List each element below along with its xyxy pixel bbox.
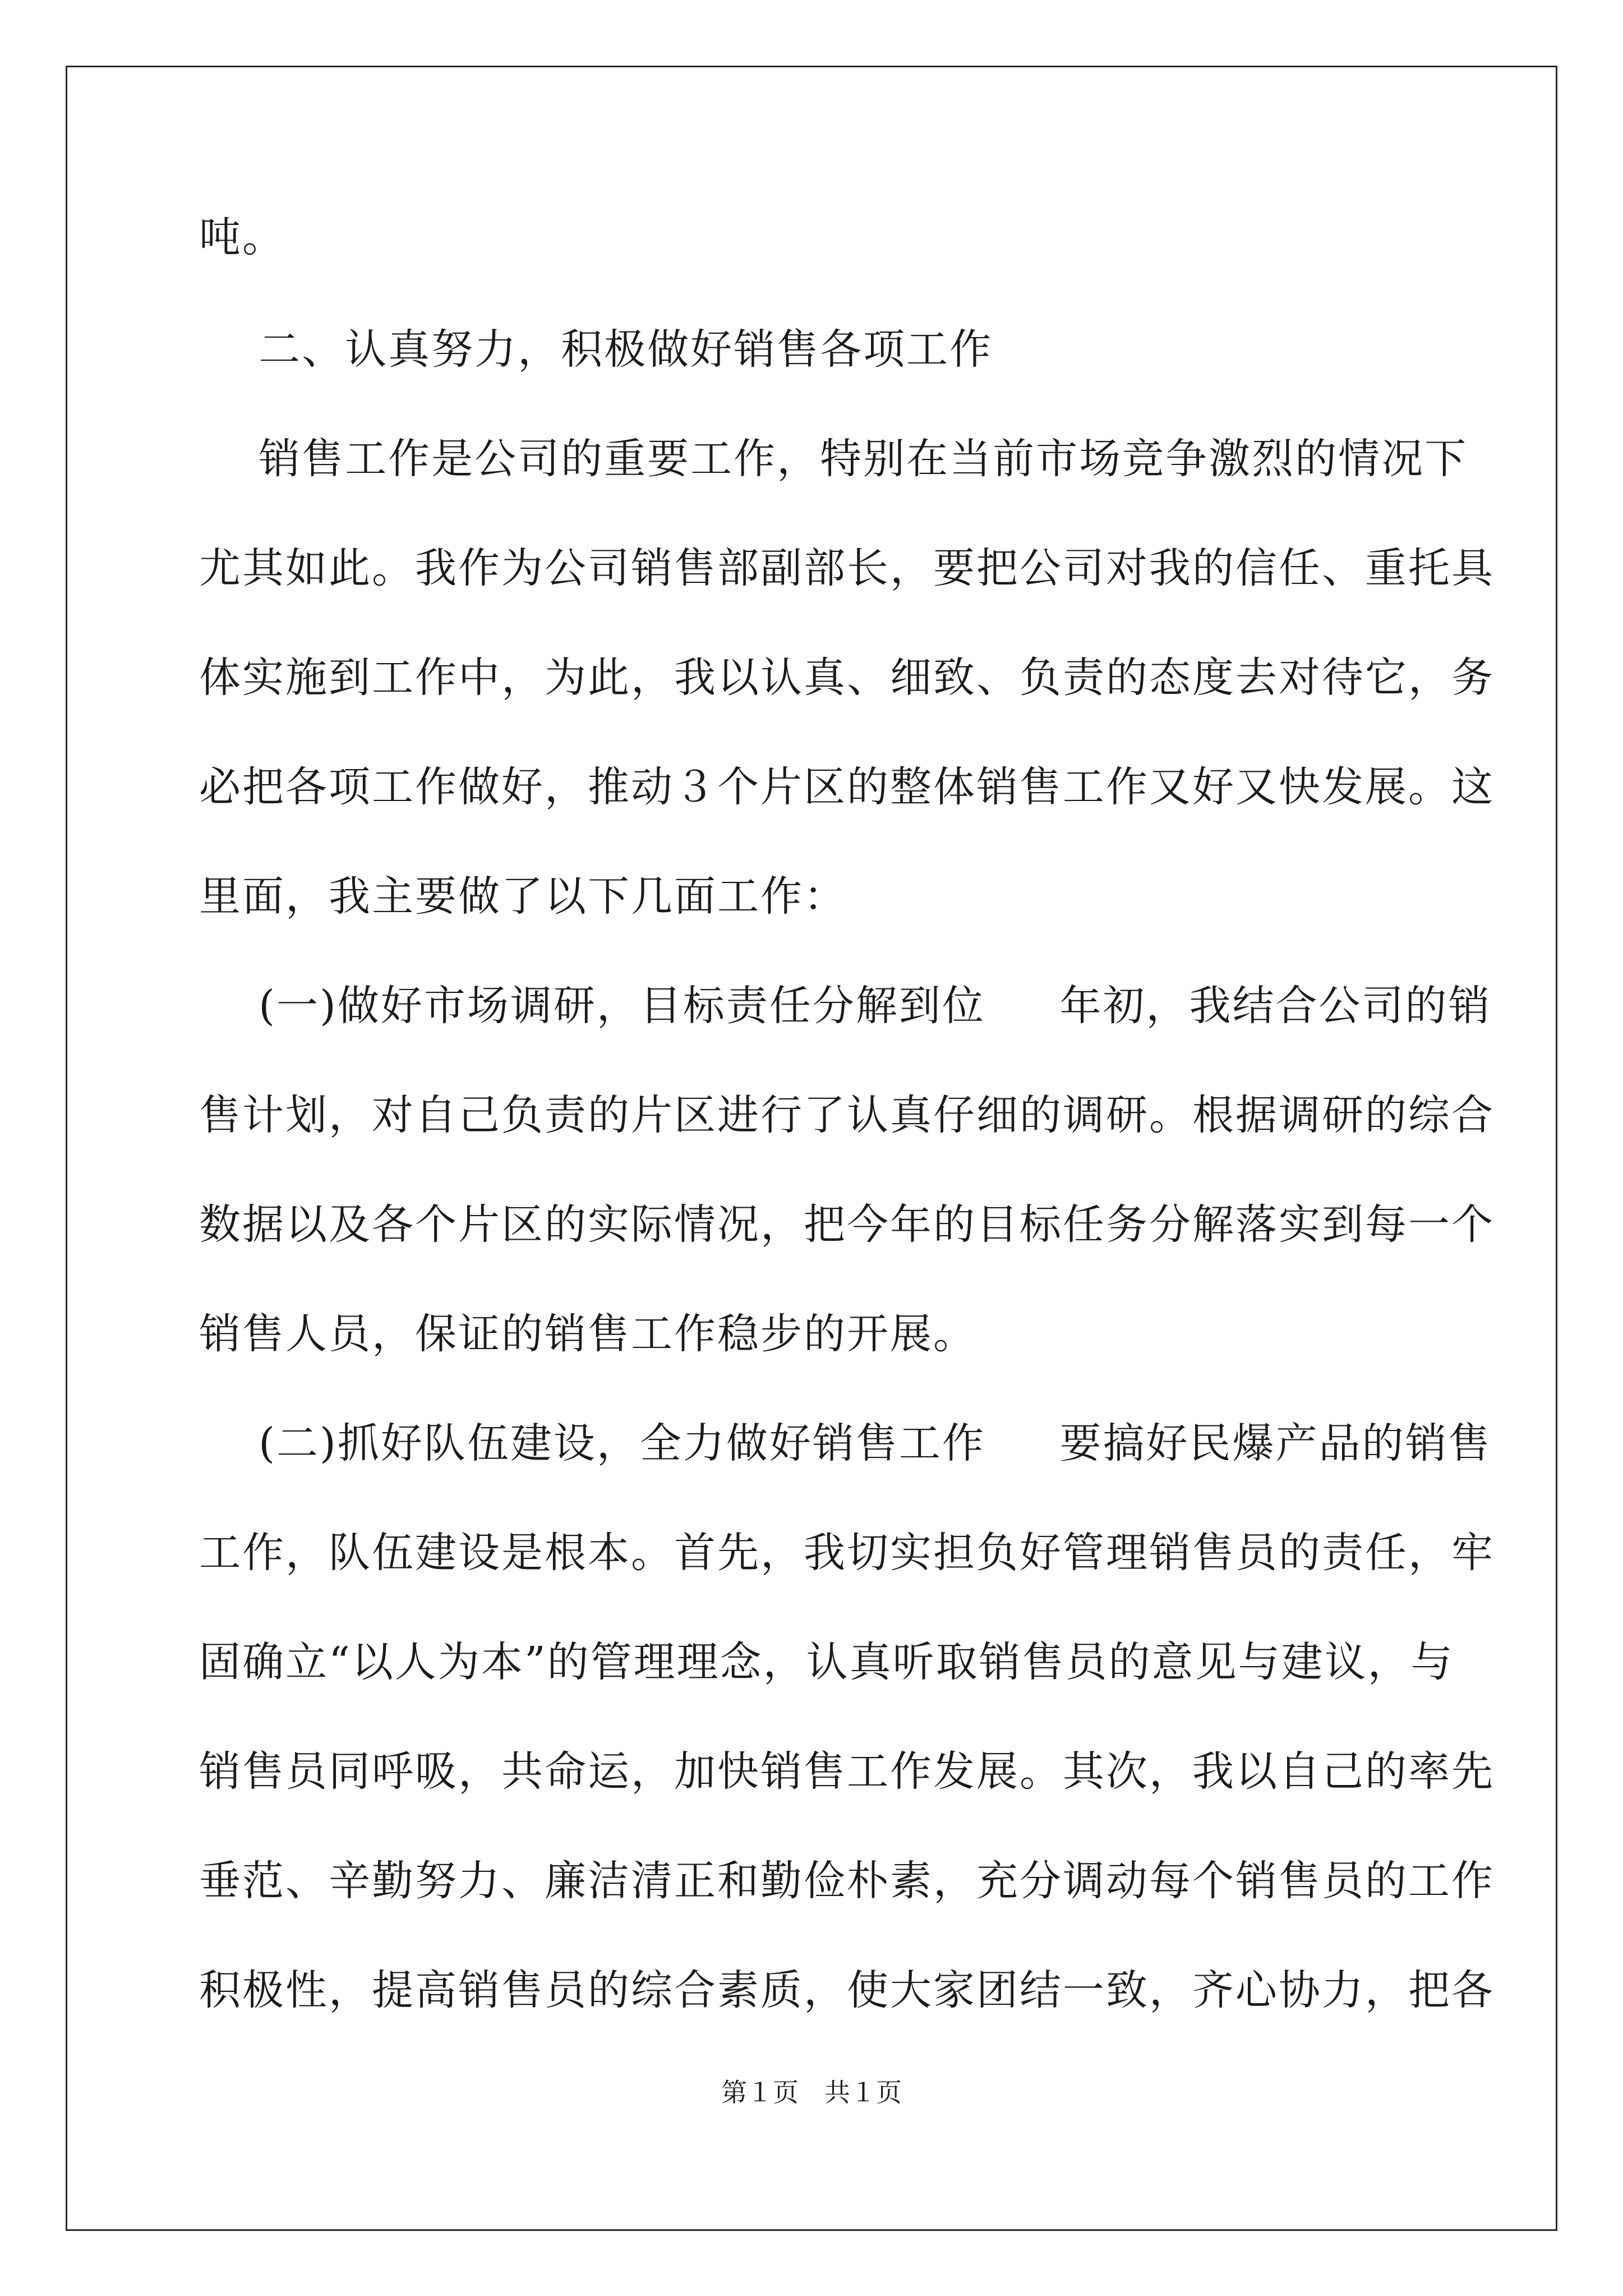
text-line: 体实施到工作中，为此，我以认真、细致、负责的态度去对待它，务 (199, 654, 1495, 702)
subsection-line: (二)抓好队伍建设，全力做好销售工作 要搞好民爆产品的销售 (199, 1419, 1492, 1467)
subsection-line: (一)做好市场调研，目标责任分解到位 年初，我结合公司的销 (199, 982, 1492, 1030)
text-line: 售计划，对自己负责的片区进行了认真仔细的调研。根据调研的综合 (199, 1091, 1495, 1139)
text-line: 销售工作是公司的重要工作，特别在当前市场竞争激烈的情况下 (199, 435, 1468, 483)
text-line: 必把各项工作做好，推动３个片区的整体销售工作又好又快发展。这 (199, 763, 1495, 811)
text-line: 销售人员，保证的销售工作稳步的开展。 (199, 1310, 976, 1358)
text-line: 销售员同呼吸，共命运，加快销售工作发展。其次，我以自己的率先 (199, 1747, 1495, 1796)
text-line: 积极性，提高销售员的综合素质，使大家团结一致，齐心协力，把各 (199, 1966, 1495, 2014)
text-line: 里面，我主要做了以下几面工作： (199, 872, 847, 921)
page-number-footer: 第１页 共１页 (721, 2077, 902, 2108)
text-line: 固确立“以人为本”的管理理念，认真听取销售员的意见与建议，与 (199, 1638, 1454, 1686)
text-line: 数据以及各个片区的实际情况，把今年的目标任务分解落实到每一个 (199, 1200, 1495, 1249)
text-line: 垂范、辛勤努力、廉洁清正和勤俭朴素，充分调动每个销售员的工作 (199, 1857, 1495, 1905)
text-line: 尤其如此。我作为公司销售部副部长，要把公司对我的信任、重托具 (199, 544, 1495, 592)
section-heading: 二、认真努力，积极做好销售各项工作 (199, 325, 993, 374)
text-line: 吨。 (199, 213, 285, 261)
text-line: 工作，队伍建设是根本。首先，我切实担负好管理销售员的责任，牢 (199, 1529, 1495, 1577)
